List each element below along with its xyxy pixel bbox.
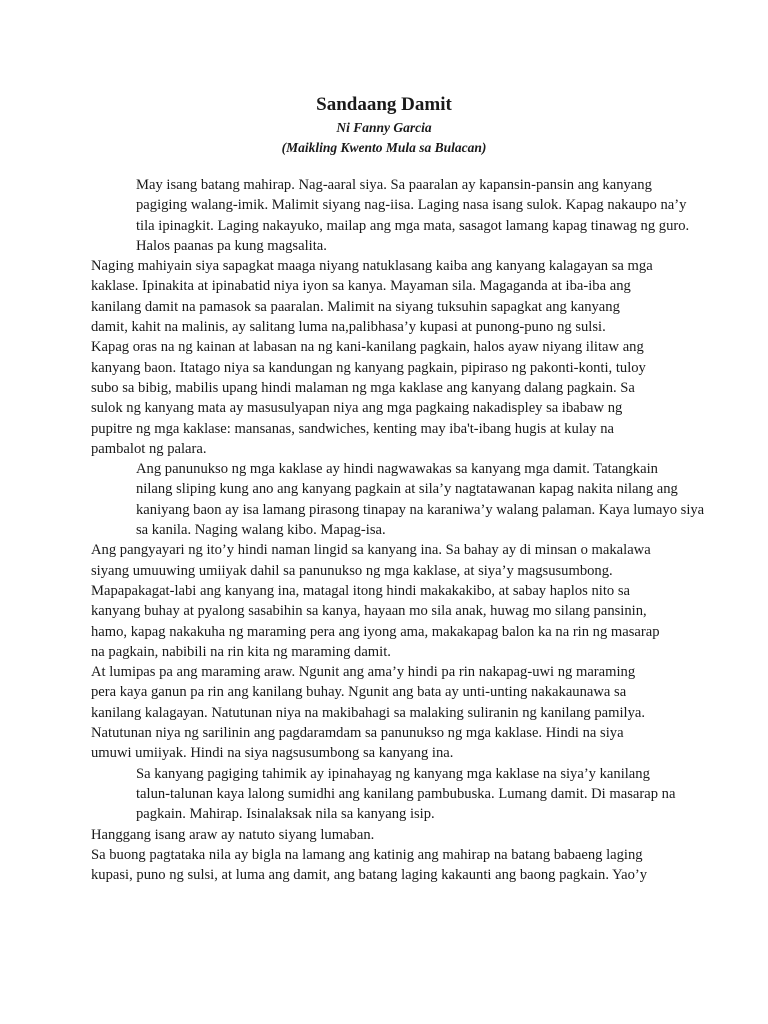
paragraph [91,337,671,459]
text-line: Natutunan niya ng sarilinin ang pagdaramdam sa panunukso ng mga kaklase. Hindi na siya [91,725,624,742]
text-line: Hanggang isang araw ay natuto siyang lumaban. [91,826,375,843]
text-line: pupitre ng mga kaklase: mansanas, sandwiches, kenting may iba't-ibang hugis at kulay na [91,420,615,437]
document-header [0,92,768,158]
text-line: siyang umuuwing umiiyak dahil sa panunukso ng mga kaklase, at siya’y magsusumbong. [91,562,613,579]
text-line: talun-talunan kaya lalong sumidhi ang kanilang pambubuska. Lumang damit. Di masarap na [136,785,676,802]
text-line: na pagkain, nabibili na rin kita ng maraming damit. [91,643,391,660]
text-line: hamo, kapag nakakuha ng maraming pera ang iyong ama, makakapag balon ka na rin ng masarap [91,623,660,640]
text-line: pera kaya ganun pa rin ang kanilang buhay. Ngunit ang bata ay unti-unting nakakaunawa sa [91,684,627,701]
text-line: sa kanila. Naging walang kibo. Mapag-isa. [136,522,386,539]
text-line: pambalot ng palara. [91,440,207,457]
paragraph [91,540,671,662]
text-line: Ang pangyayari ng ito’y hindi naman lingid sa kanyang ina. Sa bahay ay di minsan o makalawa [91,542,651,559]
document-author: Ni Fanny Garcia [336,120,432,135]
text-line: Sa kanyang pagiging tahimik ay ipinahayag ng kanyang mga kaklase na siya’y kanilang [136,765,650,782]
paragraph [91,459,705,540]
paragraph [91,175,690,256]
text-line: subo sa bibig, mabilis upang hindi malaman ng mga kaklase ang kanyang dalang pagkain. Sa [91,379,635,396]
text-line: Ang panunukso ng mga kaklase ay hindi nagwawakas sa kanyang mga damit. Tatangkain [136,461,658,478]
text-line: Naging mahiyain siya sapagkat maaga niyang natuklasang kaiba ang kanyang kalagayan sa mga [91,258,653,275]
text-line: kupasi, puno ng sulsi, at luma ang damit, ang batang laging kakaunti ang baong pagkain. Yao’y [91,867,648,884]
text-line: Sa buong pagtataka nila ay bigla na lamang ang katinig ang mahirap na batang babaeng laging [91,846,643,863]
text-line: Kapag oras na ng kainan at labasan na ng kani-kanilang pagkain, halos ayaw niyang ilitaw ang [91,339,644,356]
text-line: kaniyang baon ay isa lamang pirasong tinapay na karaniwa’y walang palaman. Kaya lumayo siya [136,501,705,518]
text-line: May isang batang mahirap. Nag-aaral siya. Sa paaralan ay kapansin-pansin ang kanyang [136,177,652,193]
text-line: kanilang damit na pamasok sa paaralan. Malimit na siyang tuksuhin sapagkat ang kanyang [91,298,620,315]
paragraph [91,764,676,825]
text-line: pagiging walang-imik. Malimit siyang nag-iisa. Laging nasa isang sulok. Kapag nakaupo na’y [136,197,687,214]
document-source: (Maikling Kwento Mula sa Bulacan) [281,140,487,155]
text-line: kanyang buhay at pyalong sasabihin sa kanya, hayaan mo sila anak, huwag mo silang pansinin, [91,603,647,620]
paragraph [91,845,671,886]
text-line: tila ipinagkit. Laging nakayuko, mailap ang mga mata, sasagot lamang kapag tinawag ng guro. [136,217,690,234]
text-line: kaklase. Ipinakita at ipinabatid niya iyon sa kanya. Mayaman sila. Magaganda at iba-iba ang [91,278,631,295]
text-line: nilang sliping kung ano ang kanyang pagkain at sila’y nagtatawanan kapag nakita nilang ang [136,481,678,498]
paragraph [91,662,671,763]
text-line: Halos paanas pa kung magsalita. [136,237,327,254]
text-line: sulok ng kanyang mata ay masusulyapan niya ang mga pagkaing nakadispley sa ibabaw ng [91,400,623,417]
document-title: Sandaang Damit [316,94,452,115]
paragraph [91,256,671,337]
paragraph [91,825,671,845]
text-line: At lumipas pa ang maraming araw. Ngunit ang ama’y hindi pa rin nakapag-uwi ng maraming [91,664,636,681]
text-line: kanyang baon. Itatago niya sa kandungan ng kanyang pagkain, pipiraso ng pakonti-konti, tuloy [91,359,646,376]
text-line: damit, kahit na malinis, ay salitang luma na,palibhasa’y kupasi at punong-puno ng sulsi. [91,319,606,336]
document-body [91,175,705,885]
text-line: Mapapakagat-labi ang kanyang ina, matagal itong hindi makakakibo, at sabay haplos nito sa [91,582,630,599]
text-line: pagkain. Mahirap. Isinalaksak nila sa kanyang isip. [136,806,435,823]
text-line: umuwi umiiyak. Hindi na siya nagsusumbong sa kanyang ina. [91,745,454,762]
text-line: kanilang kalagayan. Natutunan niya na makibahagi sa malaking suliranin ng kanilang pamilya. [91,704,645,721]
